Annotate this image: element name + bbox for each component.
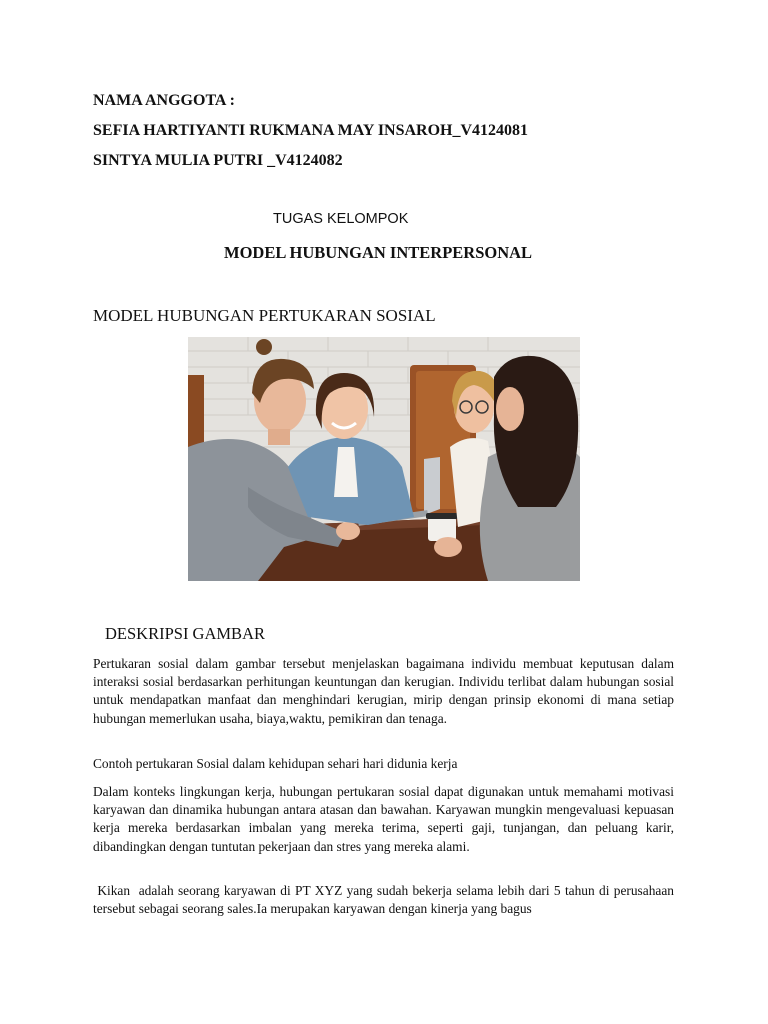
member-list — [93, 86, 528, 176]
photo-illustration — [188, 337, 580, 581]
member-line-1: SEFIA HARTIYANTI RUKMANA MAY INSAROH_V4124081 — [93, 122, 529, 139]
description-title: DESKRIPSI GAMBAR — [105, 624, 265, 643]
main-title: MODEL HUBUNGAN INTERPERSONAL — [224, 243, 533, 262]
paragraph-1: Pertukaran sosial dalam gambar tersebut menjelaskan bagaimana individu membuat keputusan dalam interaksi sosial berdasarkan perhitungan keuntungan dan kerugian. Individu terlibat dalam hubungan sosial untuk mendapatkan manfaat dan menghindari kerugian, mirip dengan prinsip ekonomi di mana setiap hubungan memerlukan usaha, biaya,waktu, pemikiran dan tenaga. — [93, 656, 674, 726]
task-label: TUGAS KELOMPOK — [273, 211, 409, 227]
member-heading: NAMA ANGGOTA : — [93, 92, 235, 109]
paragraph-3: Dalam konteks lingkungan kerja, hubungan pertukaran sosial dapat digunakan untuk memahami motivasi karyawan dan dinamika hubungan antara atasan dan bawahan. Karyawan mungkin mengevaluasi kepuasan kerja mereka berdasarkan imbalan yang mereka terima, seperti gaji, tunjangan, dan peluang karir, dibandingkan dengan tuntutan pekerjaan dan stres yang mereka alami. — [93, 784, 674, 854]
paragraph-2: Contoh pertukaran Sosial dalam kehidupan sehari hari didunia kerja — [93, 756, 458, 771]
group-discussion-photo — [188, 337, 580, 581]
paragraph-4: Kikan adalah seorang karyawan di PT XYZ yang sudah bekerja selama lebih dari 5 tahun di perusahaan tersebut sebagai seorang sales.Ia merupakan karyawan dengan kinerja yang bagus — [93, 883, 678, 917]
section-title: MODEL HUBUNGAN PERTUKARAN SOSIAL — [93, 306, 436, 325]
member-line-2: SINTYA MULIA PUTRI _V4124082 — [93, 152, 343, 169]
